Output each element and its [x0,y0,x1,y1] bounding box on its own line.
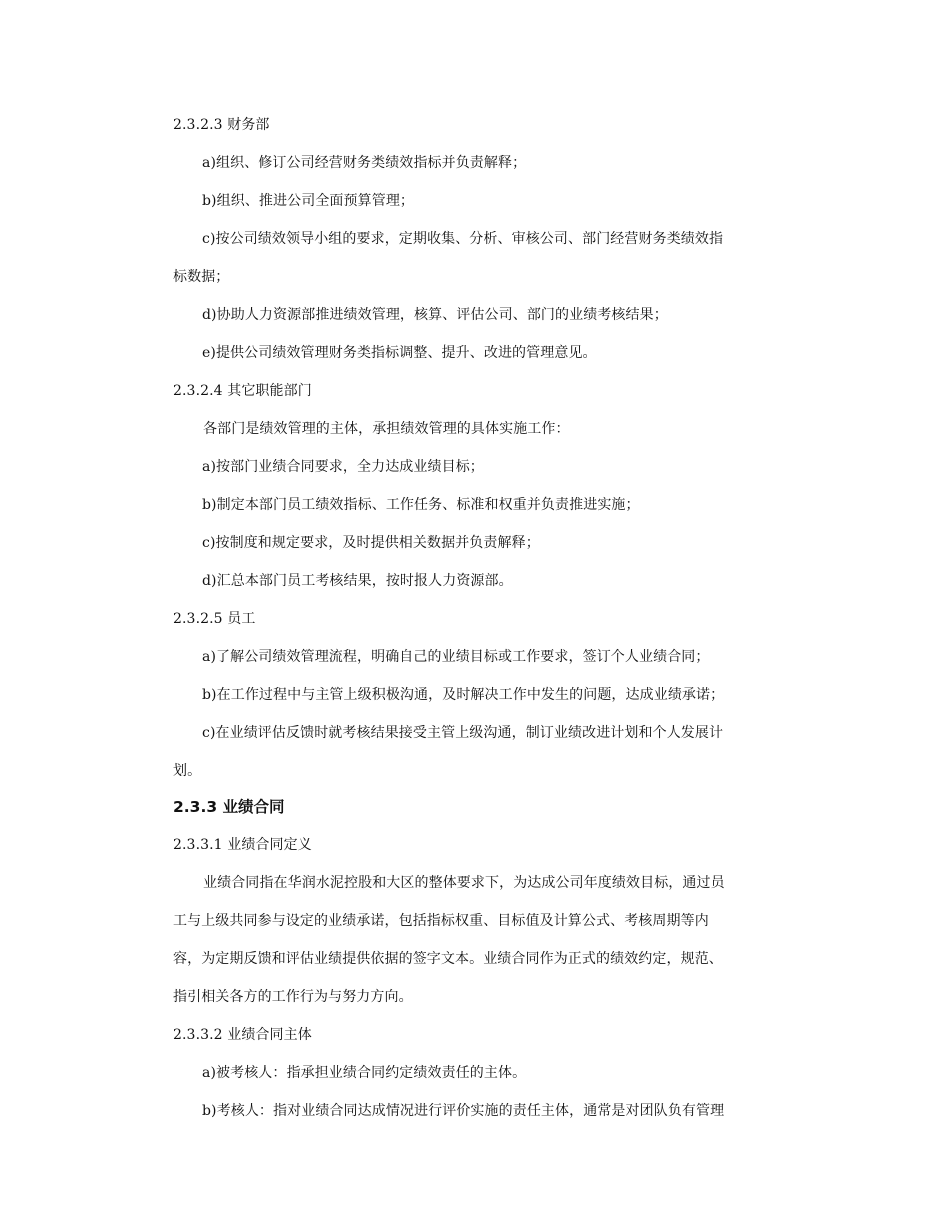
section-title-other-departments: 2.3.2.4 其它职能部门 [173,383,312,399]
contract-definition-line-1: 业绩合同指在华润水泥控股和大区的整体要求下，为达成公司年度绩效目标，通过员 [203,875,725,891]
finance-item-b: b)组织、推进公司全面预算管理； [202,193,415,209]
other-item-d: d)汇总本部门员工考核结果，按时报人力资源部。 [202,573,513,589]
other-item-a: a)按部门业绩合同要求，全力达成业绩目标； [202,459,484,475]
staff-item-c-continued: 划。 [173,763,202,779]
section-title-finance: 2.3.2.3 财务部 [173,117,270,133]
contract-definition-line-4: 指引相关各方的工作行为与努力方向。 [173,989,413,1005]
other-item-c: c)按制度和规定要求，及时提供相关数据并负责解释； [202,535,540,551]
finance-item-c-continued: 标数据； [173,269,230,285]
staff-item-c: c)在业绩评估反馈时就考核结果接受主管上级沟通，制订业绩改进计划和个人发展计 [202,725,724,741]
finance-item-c: c)按公司绩效领导小组的要求，定期收集、分析、审核公司、部门经营财务类绩效指 [202,231,724,247]
contract-definition-line-3: 容，为定期反馈和评估业绩提供依据的签字文本。业绩合同作为正式的绩效约定，规范、 [173,951,723,967]
heading-performance-contract: 2.3.3 业绩合同 [173,798,285,816]
section-title-staff: 2.3.2.5 员工 [173,611,256,627]
finance-item-d: d)协助人力资源部推进绩效管理，核算、评估公司、部门的业绩考核结果； [202,307,668,323]
contract-subject-item-a: a)被考核人：指承担业绩合同约定绩效责任的主体。 [202,1065,527,1081]
contract-definition-line-2: 工与上级共同参与设定的业绩承诺，包括指标权重、目标值及计算公式、考核周期等内 [173,913,709,929]
section-title-contract-definition: 2.3.3.1 业绩合同定义 [173,837,312,853]
other-departments-intro: 各部门是绩效管理的主体，承担绩效管理的具体实施工作： [203,421,570,437]
staff-item-a: a)了解公司绩效管理流程，明确自己的业绩目标或工作要求，签订个人业绩合同； [202,649,710,665]
other-item-b: b)制定本部门员工绩效指标、工作任务、标准和权重并负责推进实施； [202,497,640,513]
finance-item-a: a)组织、修订公司经营财务类绩效指标并负责解释； [202,155,527,171]
contract-subject-item-b: b)考核人：指对业绩合同达成情况进行评价实施的责任主体，通常是对团队负有管理 [202,1103,725,1119]
finance-item-e: e)提供公司绩效管理财务类指标调整、提升、改进的管理意见。 [202,345,597,361]
section-title-contract-subject: 2.3.3.2 业绩合同主体 [173,1027,312,1043]
staff-item-b: b)在工作过程中与主管上级积极沟通，及时解决工作中发生的问题，达成业绩承诺； [202,687,725,703]
